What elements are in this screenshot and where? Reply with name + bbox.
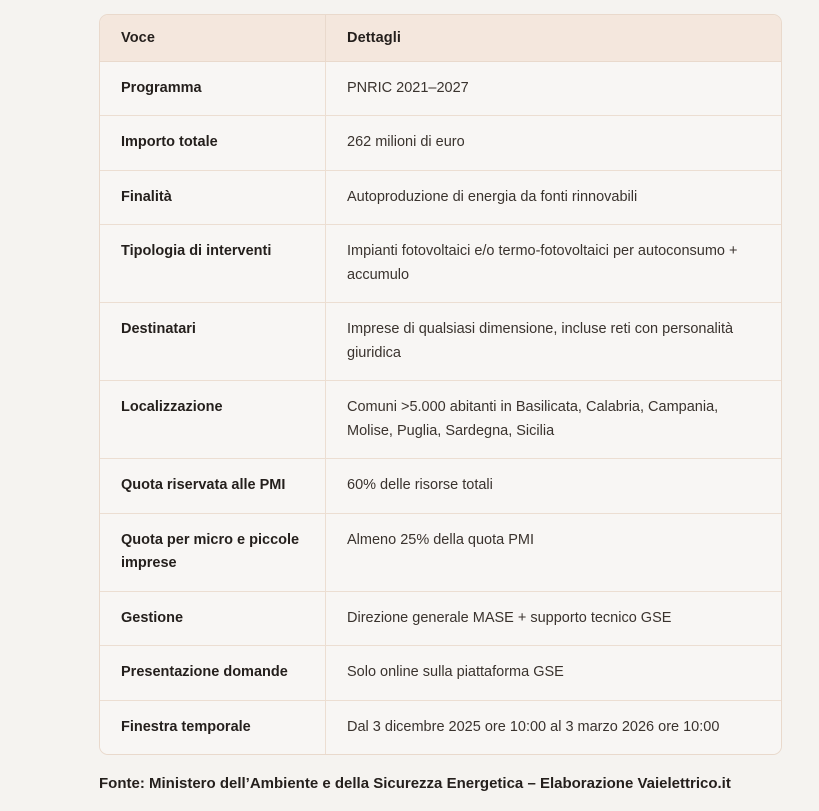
row-value-tipologia-interventi: Impianti fotovoltaici e/o termo-fotovoltaici per autoconsumo + accumulo	[325, 225, 781, 303]
column-header-voce: Voce	[100, 15, 325, 62]
row-label-quota-micro-piccole: Quota per micro e piccole imprese	[100, 514, 325, 592]
row-value-gestione: Direzione generale MASE + supporto tecnico GSE	[325, 592, 781, 646]
table-row	[100, 514, 781, 592]
source-note: Fonte: Ministero dell’Ambiente e della Sicurezza Energetica – Elaborazione Vaielettrico.it	[99, 775, 731, 793]
row-label-destinatari: Destinatari	[100, 303, 325, 381]
row-value-quota-pmi: 60% delle risorse totali	[325, 459, 781, 513]
row-value-programma: PNRIC 2021–2027	[325, 62, 781, 116]
row-label-programma: Programma	[100, 62, 325, 116]
row-label-gestione: Gestione	[100, 592, 325, 646]
content-column	[99, 14, 782, 811]
table-row	[100, 381, 781, 459]
table-row	[100, 225, 781, 303]
table-row	[100, 701, 781, 754]
row-label-tipologia-interventi: Tipologia di interventi	[100, 225, 325, 303]
table-row	[100, 62, 781, 116]
table-header-row	[100, 15, 781, 62]
column-header-dettagli: Dettagli	[325, 15, 781, 62]
table-row	[100, 646, 781, 700]
row-value-localizzazione: Comuni >5.000 abitanti in Basilicata, Calabria, Campania, Molise, Puglia, Sardegna, Sicilia	[325, 381, 781, 459]
row-value-finalita: Autoproduzione di energia da fonti rinnovabili	[325, 171, 781, 225]
table-row	[100, 171, 781, 225]
row-label-importo-totale: Importo totale	[100, 116, 325, 170]
row-value-presentazione-domande: Solo online sulla piattaforma GSE	[325, 646, 781, 700]
table-body	[100, 62, 781, 754]
incentive-details-table	[99, 14, 782, 755]
row-value-importo-totale: 262 milioni di euro	[325, 116, 781, 170]
table-row	[100, 116, 781, 170]
row-label-finalita: Finalità	[100, 171, 325, 225]
row-value-destinatari: Imprese di qualsiasi dimensione, incluse reti con personalità giuridica	[325, 303, 781, 381]
row-label-presentazione-domande: Presentazione domande	[100, 646, 325, 700]
row-label-localizzazione: Localizzazione	[100, 381, 325, 459]
row-value-quota-micro-piccole: Almeno 25% della quota PMI	[325, 514, 781, 592]
table-row	[100, 592, 781, 646]
table-row	[100, 459, 781, 513]
row-label-quota-pmi: Quota riservata alle PMI	[100, 459, 325, 513]
row-label-finestra-temporale: Finestra temporale	[100, 701, 325, 754]
row-value-finestra-temporale: Dal 3 dicembre 2025 ore 10:00 al 3 marzo 2026 ore 10:00	[325, 701, 781, 754]
table-header	[100, 15, 781, 62]
table-row	[100, 303, 781, 381]
